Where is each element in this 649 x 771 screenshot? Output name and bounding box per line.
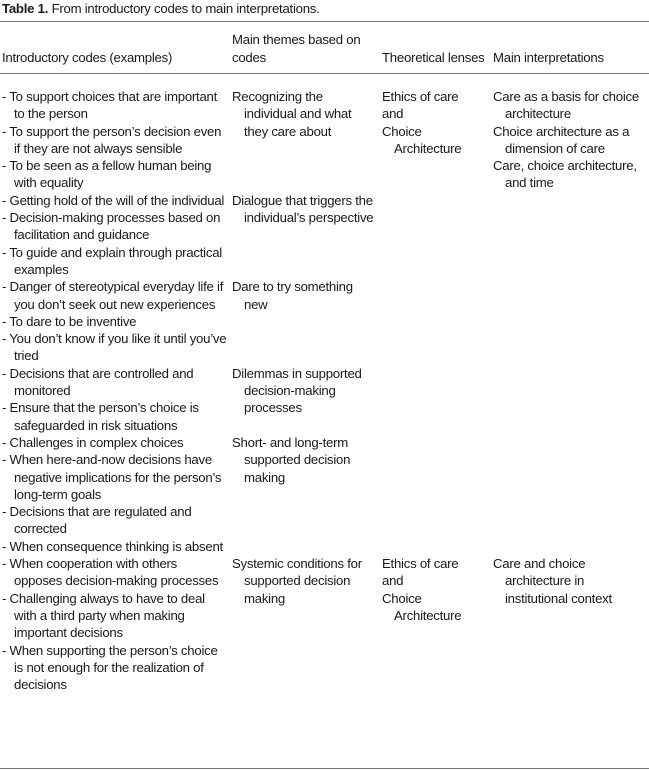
theme-text: Recognizing the individual and what they care about	[232, 89, 352, 139]
table-row	[0, 365, 649, 434]
code-item: - You don’t know if you like it until you’ve tried	[2, 331, 227, 364]
code-item: - To dare to be inventive	[2, 313, 137, 329]
lens-cell	[380, 73, 491, 192]
header-codes: Introductory codes (examples)	[2, 50, 173, 65]
lens-item: Choice Architecture	[382, 590, 462, 623]
table-row	[0, 555, 649, 693]
interpretation-cell	[491, 278, 649, 364]
table-row	[0, 73, 649, 192]
top-rule	[0, 21, 649, 22]
theme-cell	[230, 434, 380, 555]
interpretation-cell	[491, 434, 649, 555]
interpretation-item: Choice architecture as a dimension of care	[493, 123, 630, 156]
theme-cell	[230, 365, 380, 434]
lens-item: Ethics of care	[382, 556, 459, 572]
theme-cell	[230, 192, 380, 278]
lens-cell	[380, 278, 491, 364]
lens-cell	[380, 192, 491, 278]
interpretation-item: Care as a basis for choice architecture	[493, 89, 639, 122]
code-item: - Challenging always to have to deal with a third party when making important decisions	[2, 590, 205, 641]
codes-cell	[0, 278, 230, 364]
code-item: - To be seen as a fellow human being with equality	[2, 158, 212, 191]
lens-item: Ethics of care	[382, 89, 459, 104]
theme-text: Short- and long-term supported decision making	[232, 434, 351, 485]
bottom-rule	[0, 768, 649, 769]
code-item: - To support the person’s decision even if they are not always sensible	[2, 123, 222, 156]
lens-item: Choice Architecture	[382, 123, 462, 156]
interpretation-cell	[491, 192, 649, 278]
code-item: - When supporting the person’s choice is not enough for the realization of decisions	[2, 642, 218, 693]
theme-cell	[230, 555, 380, 693]
lens-cell	[380, 365, 491, 434]
interpretation-cell	[491, 365, 649, 434]
code-item: - Challenges in complex choices	[2, 434, 184, 450]
code-item: - When cooperation with others opposes decision-making processes	[2, 556, 219, 589]
codes-cell	[0, 434, 230, 555]
code-item: - When here-and-now decisions have negative implications for the person’s long-term goals	[2, 452, 222, 502]
table-row	[0, 278, 649, 364]
code-item: - To guide and explain through practical examples	[2, 244, 222, 277]
codes-cell	[0, 192, 230, 278]
codes-cell	[0, 73, 230, 192]
theme-cell	[230, 278, 380, 364]
codes-cell	[0, 555, 230, 693]
theme-text: Systemic conditions for supported decision making	[232, 556, 362, 606]
interpretations-table	[0, 31, 649, 693]
code-item: - To support choices that are important to the person	[2, 89, 218, 122]
code-item: - Ensure that the person’s choice is safeguarded in risk situations	[2, 400, 199, 433]
interpretation-cell	[491, 73, 649, 192]
theme-text: Dare to try something new	[232, 279, 353, 312]
header-themes: Main themes based on codes	[232, 32, 361, 65]
code-item: - Decisions that are regulated and corrected	[2, 504, 192, 537]
codes-cell	[0, 365, 230, 434]
code-item: - Decisions that are controlled and monitored	[2, 365, 194, 399]
theme-text: Dialogue that triggers the individual’s perspective	[232, 192, 374, 226]
code-item: - Danger of stereotypical everyday life if you don’t seek out new experiences	[2, 279, 224, 312]
theme-text: Dilemmas in supported decision-making processes	[232, 365, 362, 416]
lens-item: and	[382, 106, 404, 122]
code-item: - Decision-making processes based on facilitation and guidance	[2, 210, 221, 243]
table-row	[0, 192, 649, 278]
interpretation-item: Care, choice architecture, and time	[493, 158, 637, 191]
interpretation-cell	[491, 555, 649, 693]
code-item: - When consequence thinking is absent	[2, 538, 223, 554]
table-row	[0, 434, 649, 555]
header-interpretations: Main interpretations	[493, 50, 604, 65]
lens-item: and	[382, 573, 404, 589]
lens-cell	[380, 555, 491, 693]
header-lenses: Theoretical lenses	[382, 50, 485, 65]
header-row	[0, 31, 649, 73]
caption-text: From introductory codes to main interpretations.	[51, 1, 320, 16]
lens-cell	[380, 434, 491, 555]
interpretation-item: Care and choice architecture in institutional context	[493, 556, 612, 606]
code-item: - Getting hold of the will of the individual	[2, 192, 225, 208]
table-caption	[2, 0, 320, 17]
theme-cell	[230, 73, 380, 192]
table-label: Table 1.	[2, 1, 49, 16]
